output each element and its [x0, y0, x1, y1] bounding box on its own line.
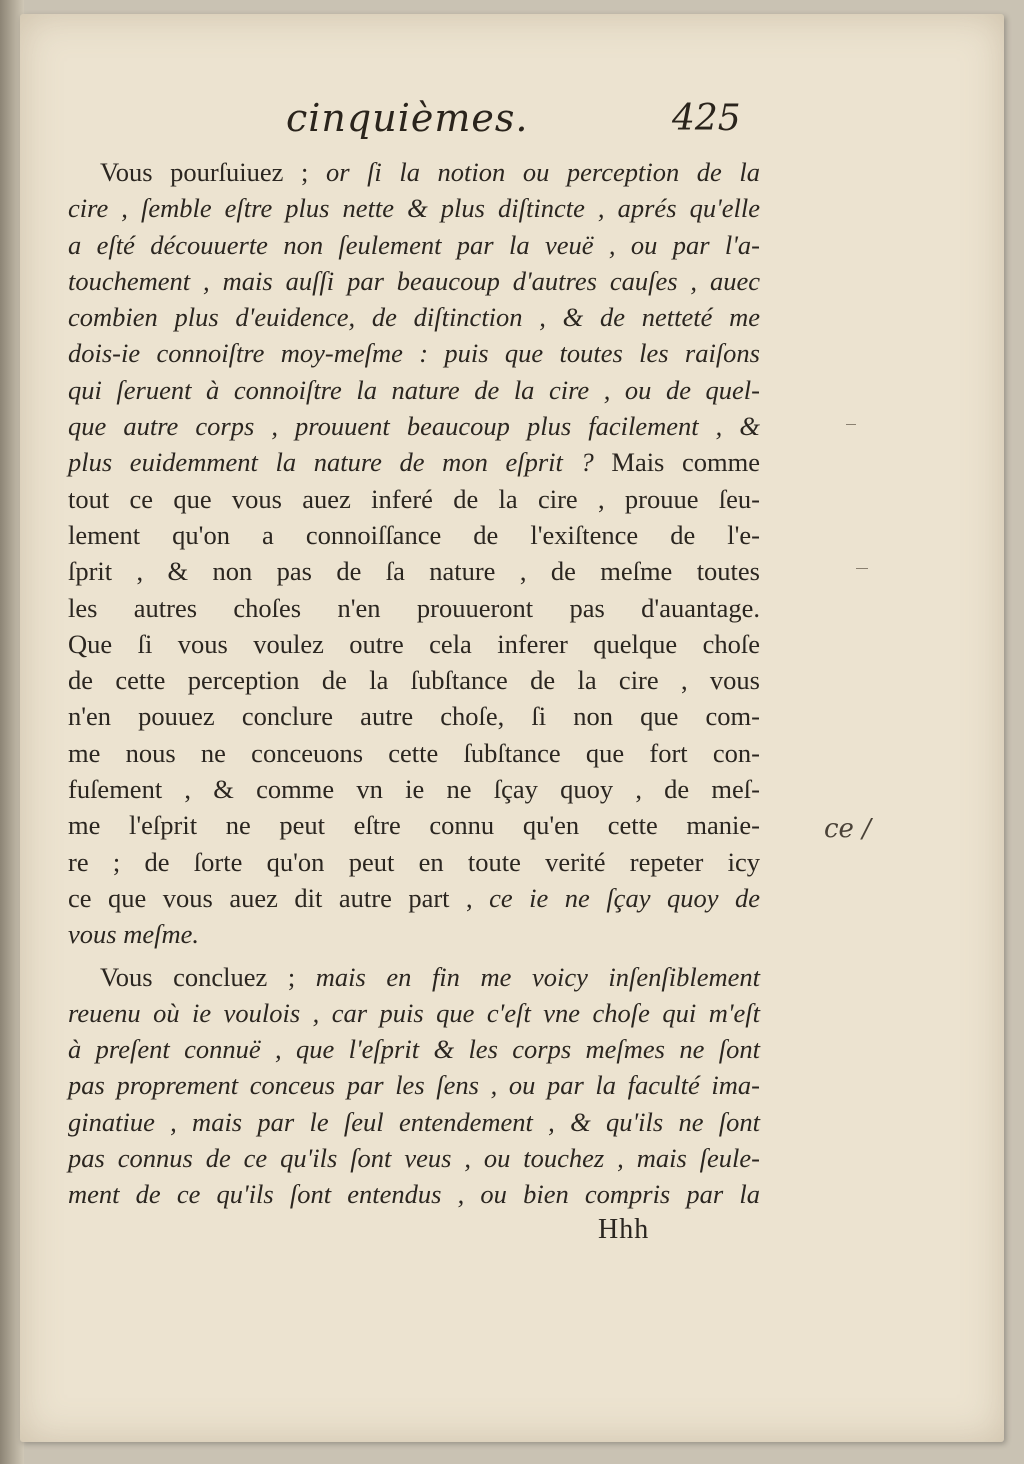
text-line	[68, 916, 760, 952]
text-line	[68, 662, 760, 698]
roman-text-segment: Vous concluez ;	[100, 961, 316, 992]
italic-quote-segment: touchement , mais auſſi par beaucoup d'autres cauſes , auec	[68, 265, 760, 296]
text-line	[68, 626, 760, 662]
text-line	[68, 1176, 760, 1212]
text-line	[68, 735, 760, 771]
roman-text-segment: lement qu'on a connoiſſance de l'exiſtence de l'e-	[68, 519, 760, 550]
italic-quote-segment: combien plus d'euidence, de diſtinction , & de netteté me	[68, 302, 760, 333]
signature-mark: Hhh	[598, 1214, 650, 1245]
book-page	[20, 14, 1004, 1442]
text-line	[68, 263, 760, 299]
paper-speck	[846, 424, 856, 425]
text-line	[68, 444, 760, 480]
italic-quote-segment: mais en fin me voicy inſenſiblement	[315, 961, 760, 992]
italic-quote-segment: ment de ce qu'ils ſont entendus , ou bien compris par la	[68, 1179, 760, 1210]
text-line	[68, 590, 760, 626]
paper-speck	[856, 568, 868, 569]
roman-text-segment: les autres choſes n'en prouueront pas d'auantage.	[68, 592, 760, 623]
italic-quote-segment: cire , ſemble eſtre plus nette & plus diſtincte , aprés qu'elle	[68, 193, 760, 224]
italic-quote-segment: à preſent connuë , que l'eſprit & les corps meſmes ne ſont	[68, 1034, 760, 1065]
roman-text-segment: Mais comme	[611, 447, 761, 478]
text-line	[68, 335, 760, 371]
text-line	[68, 372, 760, 408]
text-line	[68, 517, 760, 553]
page-number: 425	[672, 98, 741, 139]
italic-quote-segment: or ſi la notion ou perception de la	[325, 157, 760, 187]
text-line	[68, 1140, 760, 1176]
italic-quote-segment: ce ie ne ſçay quoy de	[489, 882, 760, 913]
italic-quote-segment: vous meſme.	[68, 919, 199, 950]
text-line	[68, 481, 760, 517]
roman-text-segment: me nous ne conceuons cette ſubſtance que fort con-	[68, 737, 760, 768]
text-line	[68, 880, 760, 916]
text-line	[68, 959, 760, 995]
roman-text-segment: fuſement , & comme vn ie ne ſçay quoy , de meſ-	[68, 774, 760, 805]
page-header	[20, 96, 1004, 146]
body-text	[68, 154, 760, 1213]
roman-text-segment: me l'eſprit ne peut eſtre connu qu'en cette manie-	[68, 810, 760, 841]
roman-text-segment: n'en pouuez conclure autre choſe, ſi non que com-	[68, 701, 760, 732]
text-line	[68, 299, 760, 335]
text-line	[68, 154, 760, 190]
roman-text-segment: de cette perception de la ſubſtance de la cire , vous	[68, 665, 760, 696]
text-line	[68, 995, 760, 1031]
text-line	[68, 408, 760, 444]
italic-quote-segment: pas proprement conceus par les ſens , ou par la faculté ima-	[68, 1070, 760, 1101]
roman-text-segment: Vous pourſuiuez ;	[100, 157, 326, 187]
italic-quote-segment: a eſté découuerte non ſeulement par la veuë , ou par l'a-	[68, 229, 760, 260]
roman-text-segment: tout ce que vous auez inferé de la cire , prouue ſeu-	[68, 483, 760, 514]
text-line	[68, 698, 760, 734]
italic-quote-segment: que autre corps , prouuent beaucoup plus facilement , &	[68, 411, 760, 442]
text-line	[68, 1031, 760, 1067]
roman-text-segment: re ; de ſorte qu'on peut en toute verité repeter icy	[68, 846, 760, 877]
text-line	[68, 771, 760, 807]
italic-quote-segment: reuenu où ie voulois , car puis que c'eſt vne choſe qui m'eſt	[68, 997, 760, 1028]
roman-text-segment: ce que vous auez dit autre part ,	[68, 882, 490, 913]
text-line	[68, 1104, 760, 1140]
italic-quote-segment: plus euidemment la nature de mon eſprit ?	[68, 447, 612, 478]
text-line	[68, 844, 760, 880]
italic-quote-segment: dois-ie connoiſtre moy-meſme : puis que toutes les raiſons	[68, 338, 760, 369]
roman-text-segment: Que ſi vous voulez outre cela inferer quelque choſe	[68, 628, 760, 659]
text-line	[68, 227, 760, 263]
running-title: cinquièmes.	[286, 96, 529, 140]
text-line	[68, 1067, 760, 1103]
roman-text-segment: ſprit , & non pas de ſa nature , de meſme toutes	[68, 556, 760, 587]
text-line	[68, 553, 760, 589]
margin-annotation: ce /	[824, 814, 871, 844]
italic-quote-segment: qui ſeruent à connoiſtre la nature de la cire , ou de quel-	[68, 374, 760, 405]
italic-quote-segment: pas connus de ce qu'ils ſont veus , ou touchez , mais ſeule-	[68, 1143, 760, 1174]
text-line	[68, 190, 760, 226]
italic-quote-segment: ginatiue , mais par le ſeul entendement , & qu'ils ne ſont	[68, 1106, 760, 1137]
text-line	[68, 807, 760, 843]
